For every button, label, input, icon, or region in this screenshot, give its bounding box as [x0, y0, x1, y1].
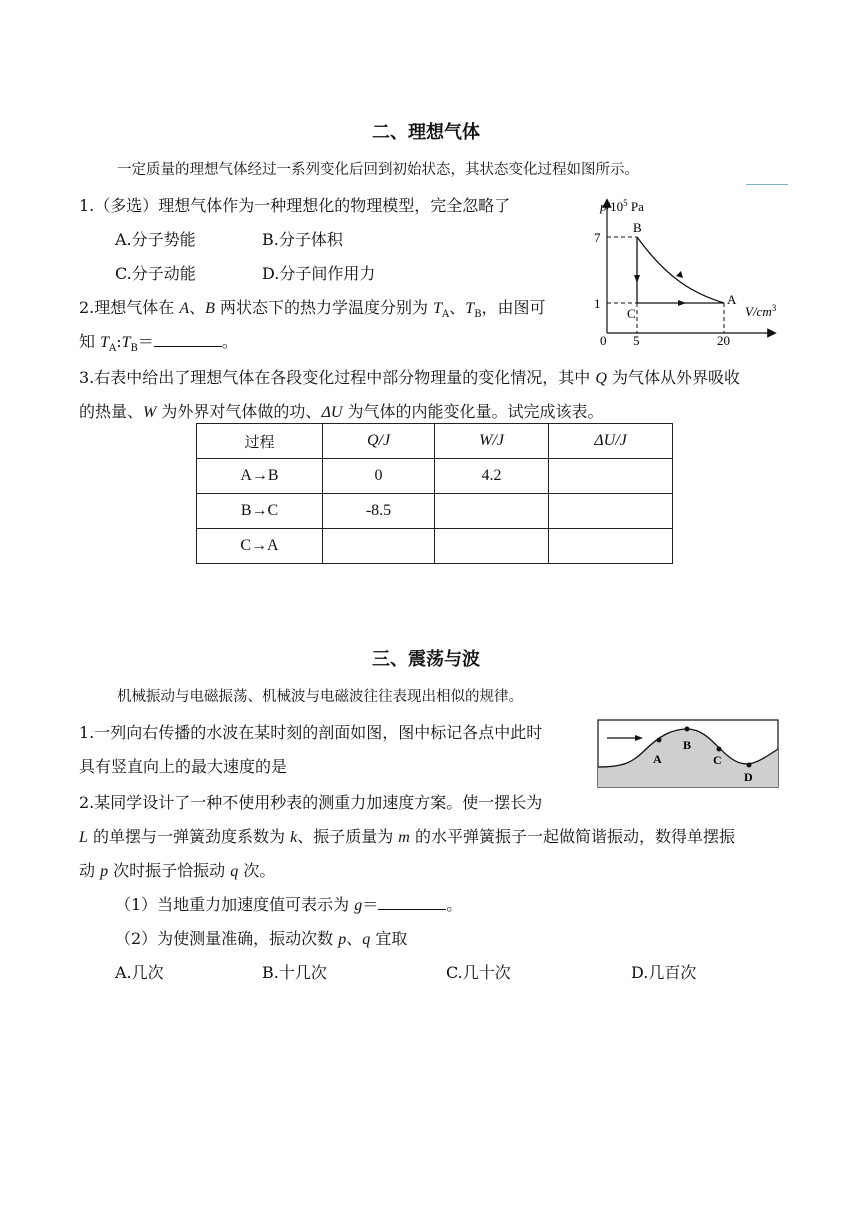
sub-question-2: （2）为使测量准确，振动次数 p、q 宜取	[115, 929, 408, 948]
arrow-bc	[634, 275, 640, 283]
pendulum-q2-line2: L 的单摆与一弹簧劲度系数为 k、振子质量为 m 的水平弹簧振子一起做简谐振动，数得单摆振	[79, 827, 735, 846]
table-row	[197, 529, 673, 564]
option-c: C.几十次	[446, 963, 511, 982]
xtick-0: 0	[600, 333, 607, 348]
table-header-row	[197, 424, 673, 459]
ytick-7: 7	[594, 230, 601, 245]
pendulum-q2-line1: 2.某同学设计了一种不使用秒表的测重力加速度方案。使一摆长为	[79, 793, 543, 812]
wave-point-a	[657, 738, 662, 743]
cell-answer[interactable]	[435, 494, 549, 529]
section3-intro: 机械振动与电磁振荡、机械波与电磁波往往表现出相似的规律。	[117, 689, 523, 705]
header-w: W/J	[435, 424, 549, 459]
q2-answer-blank[interactable]	[154, 332, 222, 347]
q1-option-b: B.分子体积	[262, 230, 343, 249]
wave-label-d: D	[744, 770, 753, 784]
pv-graph	[590, 188, 790, 348]
cell: B→C	[197, 494, 323, 529]
q3-line2: 的热量、W 为外界对气体做的功、ΔU 为气体的内能变化量。试完成该表。	[79, 402, 604, 421]
wave-q1-line2: 具有竖直向上的最大速度的是	[79, 757, 288, 776]
arrow-ab	[676, 271, 683, 278]
option-a: A.几次	[115, 963, 164, 982]
cell-answer[interactable]	[323, 529, 435, 564]
cell: 4.2	[435, 459, 549, 494]
wave-figure	[597, 719, 779, 789]
section2-intro: 一定质量的理想气体经过一系列变化后回到初始状态，其状态变化过程如图所示。	[117, 162, 639, 178]
v-axis-label: $V/cm^3$	[745, 303, 777, 319]
section3-title: 三、震荡与波	[372, 649, 480, 670]
xtick-20: 20	[717, 333, 730, 348]
cell: -8.5	[323, 494, 435, 529]
pendulum-q2-line3: 动 p 次时振子恰振动 q 次。	[79, 861, 276, 880]
q1-stem: 1.（多选）理想气体作为一种理想化的物理模型，完全忽略了	[79, 196, 511, 215]
q2-line1: 2.理想气体在 A、B 两状态下的热力学温度分别为 $T_A$、$T_B$，由图可	[79, 298, 546, 321]
process-table	[196, 423, 673, 564]
arrow-ca	[678, 300, 686, 306]
point-b-label: B	[633, 220, 642, 235]
q1-option-a: A.分子势能	[115, 230, 196, 249]
wave-point-c	[717, 747, 722, 752]
wave-label-b: B	[683, 738, 692, 752]
point-a-label: A	[727, 292, 737, 307]
option-b: B.十几次	[262, 963, 327, 982]
g-answer-blank[interactable]	[378, 895, 446, 910]
cell-answer[interactable]	[549, 529, 673, 564]
table-row	[197, 459, 673, 494]
q3-line1: 3.右表中给出了理想气体在各段变化过程中部分物理量的变化情况，其中 Q 为气体从外界吸收	[79, 368, 741, 387]
cell-answer[interactable]	[549, 494, 673, 529]
cell: A→B	[197, 459, 323, 494]
section2-title: 二、理想气体	[372, 122, 480, 143]
option-d: D.几百次	[631, 963, 697, 982]
header-q: Q/J	[323, 424, 435, 459]
table-row	[197, 494, 673, 529]
ytick-1: 1	[594, 296, 601, 311]
point-c-label: C	[627, 306, 636, 321]
curve-ab	[637, 237, 724, 303]
cell: 0	[323, 459, 435, 494]
wave-point-b	[685, 727, 690, 732]
header-du: ΔU/J	[549, 424, 673, 459]
wave-q1-line1: 1.一列向右传播的水波在某时刻的剖面如图，图中标记各点中此时	[79, 723, 543, 742]
cell-answer[interactable]	[549, 459, 673, 494]
sub-question-1: （1）当地重力加速度值可表示为 g＝ 。	[115, 895, 463, 914]
decor-line	[746, 184, 788, 185]
xtick-5: 5	[633, 333, 640, 348]
q2-line2: 知 $T_A:T_B=$ 。	[79, 332, 238, 355]
q1-option-c: C.分子动能	[115, 264, 196, 283]
wave-label-c: C	[713, 753, 722, 767]
p-axis-label: $p/10^5$ Pa	[600, 198, 644, 214]
wave-label-a: A	[653, 752, 662, 766]
wave-point-d	[747, 763, 752, 768]
cell-answer[interactable]	[435, 529, 549, 564]
cell: C→A	[197, 529, 323, 564]
q1-option-d: D.分子间作用力	[262, 264, 376, 283]
header-process: 过程	[197, 424, 323, 459]
